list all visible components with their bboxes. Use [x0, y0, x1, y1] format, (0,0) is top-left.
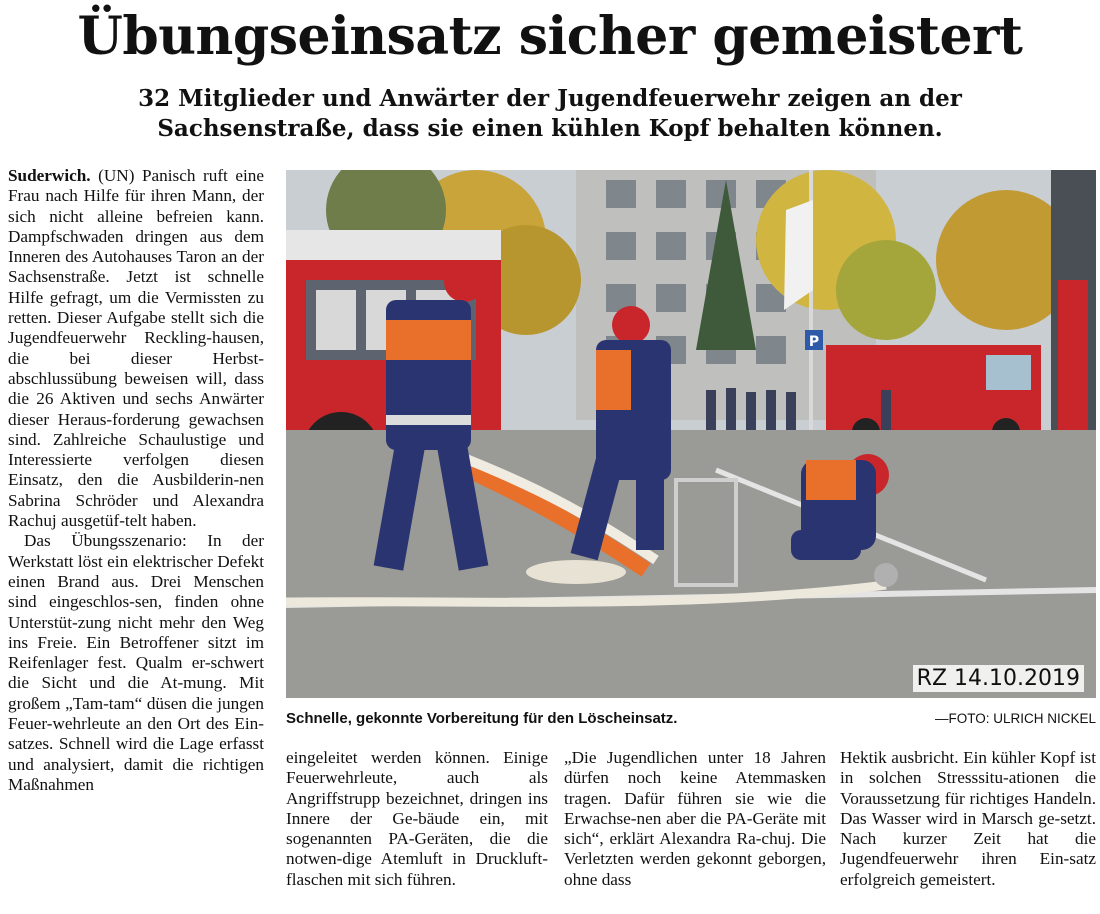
rolled-hose — [526, 560, 626, 584]
lead-text: (UN) Panisch ruft eine Frau nach Hilfe für ihren Mann, der sich nicht alleine befreien kann. Dampfschwaden dringen aus dem Inneren des Autohauses Taron an der Sachsenstraße. Jetzt ist schnelle Hilfe gefragt, um die Vermissten zu retten. Dieser Aufgabe stellt sich die Jugendfeuerwehr Reckling-hausen, die bei dieser Herbst-abschlussübung beweisen will, dass die 26 Aktiven und sechs Anwärter dieser Heraus-forderung gewachsen sind. Zahlreiche Schaulustige und Interessierte verfolgen diesen Einsatz, den die Ausbilderin-nen Sabrina Schröder und Alexandra Rachuj ausgetüf-telt haben. — [8, 166, 264, 531]
dateline: Suderwich. — [8, 166, 91, 185]
hose-coupling — [874, 563, 898, 587]
article-lead-paragraph — [8, 166, 264, 531]
subheadline: 32 Mitglieder und Anwärter der Jugendfeuerwehr zeigen an der Sachsenstraße, dass sie einen kühlen Kopf behalten können. — [138, 85, 962, 142]
article-column-2 — [286, 748, 548, 914]
column-2-text: eingeleitet werden können. Einige Feuerwehrleute, auch als Angriffstrupp bezeichnet, dringen ins Innere der Ge-bäude ein, mit sogenannten PA-Geräten, die die notwen-dige Atemluft in Druckluft-flaschen mit sich führen. — [286, 748, 548, 889]
headline: Übungseinsatz sicher gemeistert — [77, 6, 1023, 67]
date-stamp: RZ 14.10.2019 — [913, 665, 1084, 692]
photo-credit: —FOTO: ULRICH NICKEL — [934, 711, 1096, 726]
photo-caption-row — [286, 710, 1096, 727]
column-4-text: Hektik ausbricht. Ein kühler Kopf ist in solchen Stresssitu-ationen die Voraussetzung für richtiges Handeln. Das Wasser wird in Marsch ge-setzt. Nach kurzer Zeit hat die Jugendfeuerwehr ihren Ein-satz erfolgreich gemeistert. — [840, 748, 1096, 889]
article-paragraph-2: Das Übungsszenario: In der Werkstatt löst ein elektrischer Defekt einen Brand aus. Drei Menschen sind eingeschlos-sen, finden ohne Unterstüt-zung nicht mehr den Weg ins Freie. Ein Betroffener sitzt im Reifenlager fest. Qualm er-schwert die Sicht und die At-mung. Mit großem „Tam-tam“ düsen die jungen Feuer-wehrleute an den Ort des Ein-satzes. Schnell wird die Lage erfasst und analysiert, damit die richtigen Maßnahmen — [8, 531, 264, 794]
photo-caption: Schnelle, gekonnte Vorbereitung für den Löscheinsatz. — [286, 710, 678, 727]
article-photo — [286, 170, 1096, 698]
column-3-text: „Die Jugendlichen unter 18 Jahren dürfen noch keine Atemmasken tragen. Dafür führen sie wie die Erwachse-nen aber die PA-Geräte mit sich“, erklärt Alexandra Ra-chuj. Die Verletzten werden gekonnt geborgen, ohne dass — [564, 748, 826, 889]
article-column-4 — [840, 748, 1096, 914]
photo-illustration — [286, 170, 1096, 698]
parking-sign-letter: P — [808, 334, 820, 350]
article-column-3 — [564, 748, 826, 914]
article-column-1 — [8, 166, 264, 914]
